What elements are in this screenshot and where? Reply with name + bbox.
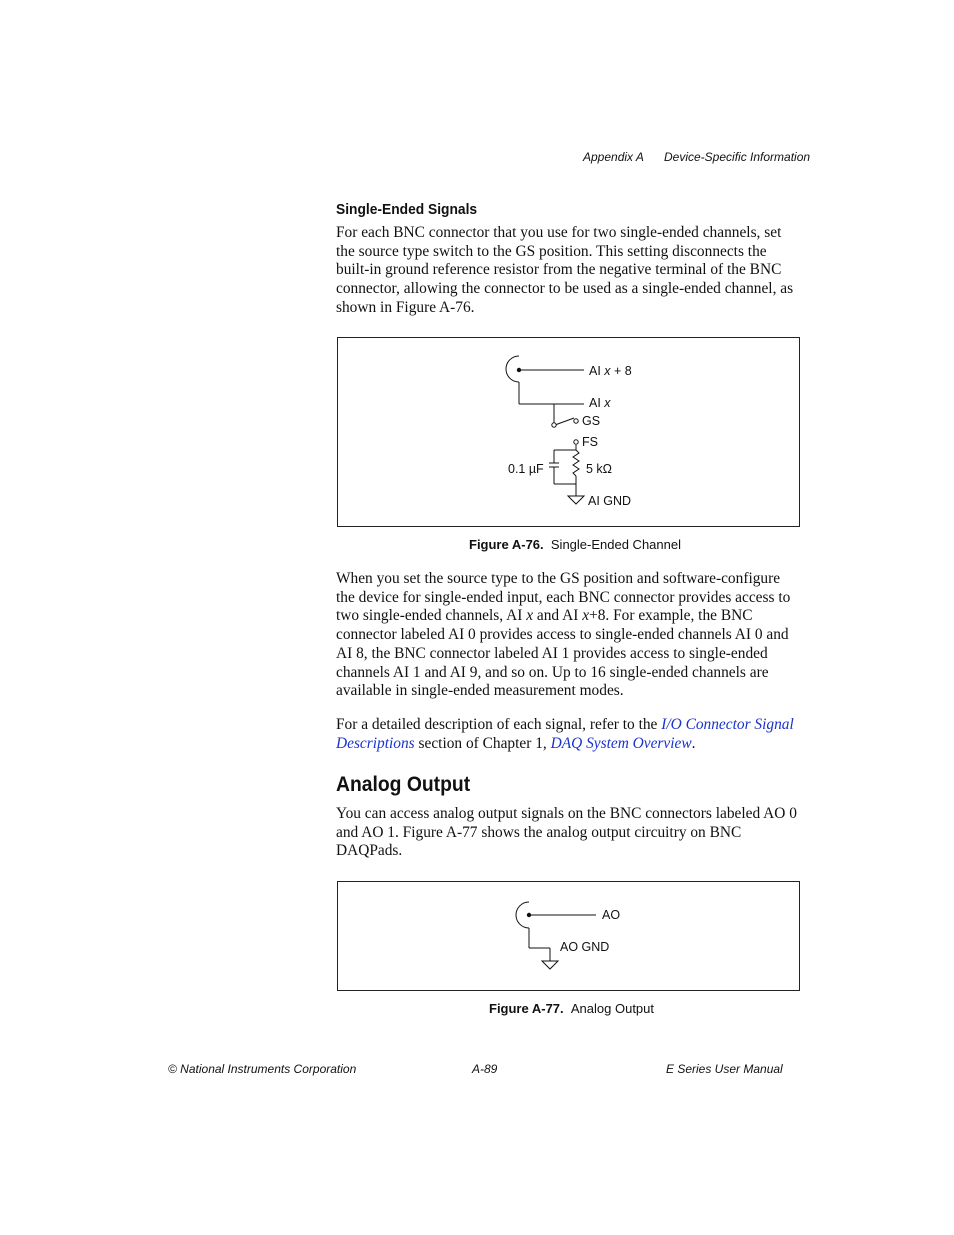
link-io-connector-signal-descriptions[interactable]: I/O Connector Signal Descriptions [336,716,794,752]
figure-a76-frame [337,337,800,527]
ground-symbol [568,496,584,504]
switch-blade [555,418,574,425]
figure-a76-caption [469,537,681,552]
caption-number: Figure A-77. [489,1001,564,1016]
caption-text: Analog Output [570,1001,655,1016]
section-heading-analog-output: Analog Output [336,773,471,796]
single-ended-channel-diagram [338,338,799,526]
label-ai-gnd: AI GND [588,494,632,508]
bnc-center-pin [517,368,521,372]
gs-contact [574,419,578,423]
label-resistor: 5 kΩ [586,462,613,476]
paragraph-signal-reference: For a detailed description of each signal, refer to the I/O Connector Signal Descriptions section of Chapter 1, DAQ System Overview. [336,716,794,752]
header-appendix: Appendix A [583,150,644,164]
label-ai-x: AI x [589,396,611,410]
label-ao-gnd: AO GND [560,940,610,954]
label-fs: FS [582,435,598,449]
bnc-center-pin [527,913,531,917]
paragraph-single-ended-config: When you set the source type to the GS position and software-configure the device for single-ended input, each BNC connector provides access to two single-ended channels, AI x and AI x+8. For example, the BNC connector labeled AI 0 provides access to single-ended channels AI 0 and AI 8, the BNC connector labeled AI 1 provides access to single-ended channels AI 1 and AI 9, and so on. Up to 16 single-ended channels are available in single-ended measurement modes. [336,570,791,700]
resistor-5k [573,450,579,476]
analog-output-diagram [338,882,799,990]
ground-symbol [542,961,558,969]
caption-text: Single-Ended Channel [550,537,681,552]
caption-number: Figure A-76. [469,537,544,552]
section-heading-single-ended: Single-Ended Signals [336,201,478,218]
paragraph-analog-output: You can access analog output signals on the BNC connectors labeled AO 0 and AO 1. Figure A-77 shows the analog output circuitry on BNC DAQPads. [336,805,797,860]
figure-a77-frame [337,881,800,991]
fs-contact [574,440,578,444]
footer-page-number: A-89 [472,1062,498,1076]
footer-manual-title: E Series User Manual [666,1062,783,1076]
switch-pivot [552,423,556,427]
footer-copyright: © National Instruments Corporation [168,1062,357,1076]
header-chapter-title: Device-Specific Information [664,150,811,164]
label-ao: AO [602,908,621,922]
label-gs: GS [582,414,601,428]
label-ai-x-plus-8: AI x + 8 [589,364,632,378]
figure-a77-caption [489,1001,654,1016]
label-capacitor: 0.1 µF [508,462,544,476]
link-daq-system-overview[interactable]: DAQ System Overview [550,734,692,752]
paragraph-single-ended-intro: For each BNC connector that you use for two single-ended channels, set the source type switch to the GS position. This setting disconnects the built-in ground reference resistor from the negative terminal of the BNC connector, allowing the connector to be used as a single-ended channel, as shown in Figure A-76. [336,224,794,316]
